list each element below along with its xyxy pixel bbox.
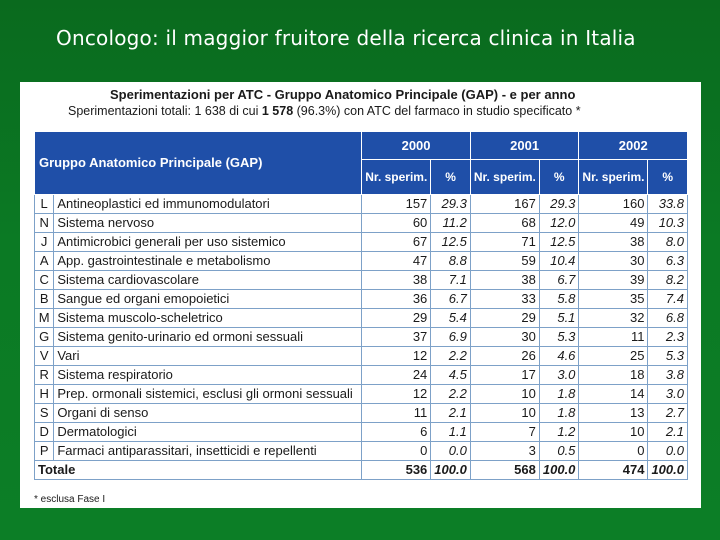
pct-header: %	[431, 160, 471, 195]
year-header-2000: 2000	[362, 132, 471, 160]
pct-cell: 1.8	[539, 404, 579, 423]
pct-cell: 12.5	[431, 233, 471, 252]
pct-cell: 8.2	[648, 271, 688, 290]
count-cell: 17	[470, 366, 539, 385]
gap-name: Sangue ed organi emopoietici	[54, 290, 362, 309]
pct-cell: 4.5	[431, 366, 471, 385]
subtitle-text-2: (96.3%) con ATC del farmaco in studio specificato *	[293, 104, 581, 118]
year-header-2001: 2001	[470, 132, 579, 160]
gap-table	[34, 131, 688, 480]
pct-cell: 3.8	[648, 366, 688, 385]
atc-code: L	[35, 195, 54, 214]
count-cell: 24	[362, 366, 431, 385]
gap-name: Sistema nervoso	[54, 214, 362, 233]
pct-cell: 2.3	[648, 328, 688, 347]
pct-cell: 6.8	[648, 309, 688, 328]
count-cell: 25	[579, 347, 648, 366]
total-pct-cell: 100.0	[648, 461, 688, 480]
pct-cell: 33.8	[648, 195, 688, 214]
atc-code: C	[35, 271, 54, 290]
count-cell: 29	[362, 309, 431, 328]
count-cell: 18	[579, 366, 648, 385]
pct-cell: 2.2	[431, 385, 471, 404]
count-cell: 13	[579, 404, 648, 423]
count-cell: 14	[579, 385, 648, 404]
count-cell: 10	[470, 404, 539, 423]
footnote: * esclusa Fase I	[34, 494, 106, 505]
subtitle-text-1: Sperimentazioni totali: 1 638 di cui	[68, 104, 262, 118]
pct-cell: 3.0	[648, 385, 688, 404]
pct-cell: 12.0	[539, 214, 579, 233]
pct-cell: 0.0	[431, 442, 471, 461]
atc-code: G	[35, 328, 54, 347]
count-cell: 0	[579, 442, 648, 461]
count-cell: 167	[470, 195, 539, 214]
pct-cell: 1.8	[539, 385, 579, 404]
pct-cell: 10.3	[648, 214, 688, 233]
pct-cell: 0.5	[539, 442, 579, 461]
pct-cell: 2.1	[431, 404, 471, 423]
pct-cell: 1.1	[431, 423, 471, 442]
count-cell: 37	[362, 328, 431, 347]
total-pct-cell: 100.0	[539, 461, 579, 480]
pct-cell: 5.4	[431, 309, 471, 328]
count-cell: 10	[579, 423, 648, 442]
count-cell: 33	[470, 290, 539, 309]
pct-cell: 5.1	[539, 309, 579, 328]
pct-cell: 5.3	[648, 347, 688, 366]
table-row	[35, 252, 688, 271]
pct-cell: 7.4	[648, 290, 688, 309]
count-cell: 38	[362, 271, 431, 290]
pct-cell: 12.5	[539, 233, 579, 252]
count-cell: 157	[362, 195, 431, 214]
pct-cell: 2.1	[648, 423, 688, 442]
table-row	[35, 404, 688, 423]
table-row	[35, 328, 688, 347]
pct-cell: 5.8	[539, 290, 579, 309]
pct-header: %	[648, 160, 688, 195]
atc-code: P	[35, 442, 54, 461]
gap-name: Organi di senso	[54, 404, 362, 423]
pct-cell: 7.1	[431, 271, 471, 290]
atc-code: V	[35, 347, 54, 366]
table-row	[35, 290, 688, 309]
count-cell: 3	[470, 442, 539, 461]
count-cell: 30	[470, 328, 539, 347]
table-row	[35, 347, 688, 366]
total-count-cell: 474	[579, 461, 648, 480]
count-cell: 26	[470, 347, 539, 366]
atc-code: J	[35, 233, 54, 252]
count-cell: 7	[470, 423, 539, 442]
table-row	[35, 366, 688, 385]
count-cell: 68	[470, 214, 539, 233]
subtitle-bold: 1 578	[261, 104, 294, 118]
table-row	[35, 195, 688, 214]
gap-name: Antimicrobici generali per uso sistemico	[54, 233, 362, 252]
pct-cell: 0.0	[648, 442, 688, 461]
table-body	[35, 195, 688, 480]
count-cell: 38	[470, 271, 539, 290]
count-cell: 29	[470, 309, 539, 328]
gap-name: Sistema cardiovascolare	[54, 271, 362, 290]
pct-cell: 11.2	[431, 214, 471, 233]
count-cell: 0	[362, 442, 431, 461]
gap-name: App. gastrointestinale e metabolismo	[54, 252, 362, 271]
nr-header: Nr. sperim.	[362, 160, 431, 195]
atc-code: D	[35, 423, 54, 442]
table-row	[35, 385, 688, 404]
pct-cell: 2.2	[431, 347, 471, 366]
total-count-cell: 536	[362, 461, 431, 480]
pct-cell: 6.3	[648, 252, 688, 271]
gap-name: Sistema respiratorio	[54, 366, 362, 385]
table-row	[35, 442, 688, 461]
gap-name: Farmaci antiparassitari, insetticidi e repellenti	[54, 442, 362, 461]
count-cell: 12	[362, 385, 431, 404]
count-cell: 38	[579, 233, 648, 252]
pct-cell: 6.7	[539, 271, 579, 290]
pct-cell: 10.4	[539, 252, 579, 271]
count-cell: 67	[362, 233, 431, 252]
count-cell: 32	[579, 309, 648, 328]
count-cell: 10	[470, 385, 539, 404]
pct-header: %	[539, 160, 579, 195]
atc-code: R	[35, 366, 54, 385]
pct-cell: 4.6	[539, 347, 579, 366]
gap-name: Sistema genito-urinario ed ormoni sessuali	[54, 328, 362, 347]
table-panel	[20, 82, 701, 508]
pct-cell: 29.3	[431, 195, 471, 214]
count-cell: 12	[362, 347, 431, 366]
count-cell: 11	[579, 328, 648, 347]
count-cell: 30	[579, 252, 648, 271]
pct-cell: 2.7	[648, 404, 688, 423]
pct-cell: 5.3	[539, 328, 579, 347]
gap-name: Sistema muscolo-scheletrico	[54, 309, 362, 328]
total-pct-cell: 100.0	[431, 461, 471, 480]
nr-header: Nr. sperim.	[470, 160, 539, 195]
total-row	[35, 461, 688, 480]
count-cell: 47	[362, 252, 431, 271]
pct-cell: 1.2	[539, 423, 579, 442]
pct-cell: 8.8	[431, 252, 471, 271]
atc-code: S	[35, 404, 54, 423]
count-cell: 11	[362, 404, 431, 423]
gap-name: Antineoplastici ed immunomodulatori	[54, 195, 362, 214]
atc-code: A	[35, 252, 54, 271]
count-cell: 39	[579, 271, 648, 290]
count-cell: 35	[579, 290, 648, 309]
atc-code: B	[35, 290, 54, 309]
table-row	[35, 309, 688, 328]
atc-code: N	[35, 214, 54, 233]
pct-cell: 6.7	[431, 290, 471, 309]
table-row	[35, 214, 688, 233]
nr-header: Nr. sperim.	[579, 160, 648, 195]
count-cell: 60	[362, 214, 431, 233]
gap-column-header: Gruppo Anatomico Principale (GAP)	[35, 132, 362, 195]
pct-cell: 8.0	[648, 233, 688, 252]
table-row	[35, 233, 688, 252]
atc-code: H	[35, 385, 54, 404]
year-header-2002: 2002	[579, 132, 688, 160]
total-label: Totale	[35, 461, 362, 480]
gap-name: Vari	[54, 347, 362, 366]
gap-name: Prep. ormonali sistemici, esclusi gli ormoni sessuali	[54, 385, 362, 404]
table-title: Sperimentazioni per ATC - Gruppo Anatomico Principale (GAP) - e per anno	[110, 87, 576, 102]
pct-cell: 6.9	[431, 328, 471, 347]
table-row	[35, 423, 688, 442]
slide-title: Oncologo: il maggior fruitore della ricerca clinica in Italia	[56, 26, 636, 50]
total-count-cell: 568	[470, 461, 539, 480]
count-cell: 160	[579, 195, 648, 214]
table-row	[35, 271, 688, 290]
count-cell: 36	[362, 290, 431, 309]
count-cell: 49	[579, 214, 648, 233]
atc-code: M	[35, 309, 54, 328]
gap-name: Dermatologici	[54, 423, 362, 442]
count-cell: 71	[470, 233, 539, 252]
table-subtitle	[68, 104, 581, 118]
count-cell: 6	[362, 423, 431, 442]
pct-cell: 3.0	[539, 366, 579, 385]
count-cell: 59	[470, 252, 539, 271]
pct-cell: 29.3	[539, 195, 579, 214]
